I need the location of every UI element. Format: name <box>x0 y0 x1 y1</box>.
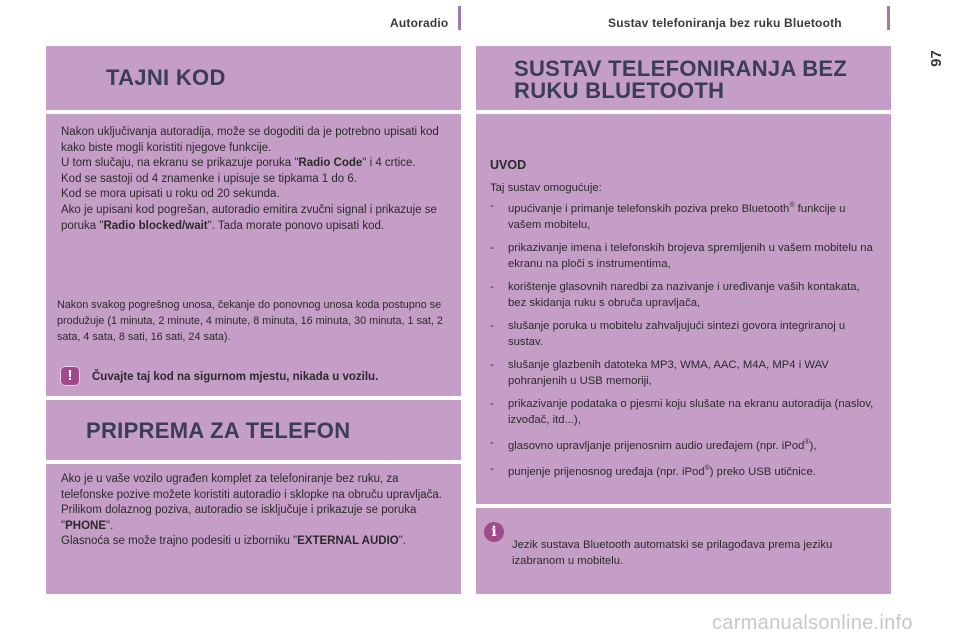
bluetooth-title <box>514 58 847 102</box>
bluetooth-title-box <box>476 46 891 110</box>
dash-marker: - <box>490 319 494 332</box>
tajni-kod-line-d: Kod se mora upisati u roku od 20 sekunda. <box>61 188 280 201</box>
bluetooth-intro: Taj sustav omogućuje: <box>490 182 602 194</box>
tajni-kod-line-e: Ako je upisani kod pogrešan, autoradio emitira zvučni signal i prikazuje se poruka "Radio blocked/wait". Tada morate ponovo upisati kod. <box>61 203 437 232</box>
page-number: 97 <box>927 49 945 67</box>
tajni-kod-line-c: Kod se sastoji od 4 znamenke i upisuje se tipkama 1 do 6. <box>61 172 357 185</box>
bluetooth-title-line1: SUSTAV TELEFONIRANJA BEZ <box>514 56 848 81</box>
dash-marker: - <box>490 280 494 293</box>
priprema-line-c: Glasnoća se može trajno podesiti u izborniku "EXTERNAL AUDIO". <box>61 535 406 548</box>
header-divider-right <box>887 6 890 30</box>
info-icon: i <box>484 522 504 542</box>
priprema-line-b: Prilikom dolaznog poziva, autoradio se isključuje i prikazuje se poruka "PHONE". <box>61 504 417 532</box>
bluetooth-subtitle: UVOD <box>490 158 527 172</box>
tajni-kod-wait-note: Nakon svakog pogrešnog unosa, čekanje do ponovnog unosa koda postupno se produžuje (1 minuta, 2 minute, 4 minute, 8 minuta, 16 minuta, 30 minuta, 1 sat, 2 sata, 4 sata, 8 sati, 16 sati, 24 sata). <box>57 299 443 343</box>
priprema-text <box>61 472 446 550</box>
tajni-kod-line-b: U tom slučaju, na ekranu se prikazuje poruka "Radio Code" i 4 crtice. <box>61 157 416 170</box>
dash-marker: - <box>490 241 494 254</box>
priprema-content-box <box>46 464 461 594</box>
dash-marker: - <box>490 436 494 449</box>
header-divider-left <box>458 6 461 30</box>
bluetooth-feature-item: - punjenje prijenosnog uređaja (npr. iPod®) preko USB utičnice. <box>490 462 816 478</box>
tajni-kod-content-box <box>46 114 461 396</box>
bluetooth-feature-item: - slušanje glazbenih datoteka MP3, WMA, AAC, M4A, MP4 i WAV pohranjenih u USB memoriji, <box>490 358 829 387</box>
tajni-kod-title: TAJNI KOD <box>106 65 226 90</box>
header-section-left: Autoradio <box>390 16 449 30</box>
dash-marker: - <box>490 358 494 371</box>
tajni-kod-title-box <box>46 46 461 110</box>
bluetooth-feature-item: - prikazivanje imena i telefonskih brojeva spremljenih u vašem mobitelu na ekranu na ploči s instrumentima, <box>490 241 873 270</box>
tajni-kod-text <box>61 125 451 234</box>
bluetooth-info-text: Jezik sustava Bluetooth automatski se prilagođava prema jeziku izabranom u mobitelu. <box>512 539 833 567</box>
bluetooth-info-box <box>476 508 891 594</box>
bluetooth-feature-item: - glasovno upravljanje prijenosnim audio uređajem (npr. iPod®), <box>490 436 817 452</box>
dash-marker: - <box>490 462 494 475</box>
bluetooth-feature-item: - prikazivanje podataka o pjesmi koju slušate na ekranu autoradija (naslov, izvođač, itd...), <box>490 397 874 426</box>
watermark: carmanualsonline.info <box>712 612 913 634</box>
bluetooth-content-box <box>476 114 891 504</box>
dash-marker: - <box>490 200 494 212</box>
bluetooth-feature-item: - korištenje glasovnih naredbi za nazivanje i uređivanje vaših kontakata, bez skidanja ruku s obruča upravljača, <box>490 280 860 309</box>
tajni-kod-warning: Čuvajte taj kod na sigurnom mjestu, nikada u vozilu. <box>92 371 379 383</box>
exclamation-icon: ! <box>60 366 80 386</box>
header-section-right: Sustav telefoniranja bez ruku Bluetooth <box>608 16 842 30</box>
bluetooth-feature-item: - upućivanje i primanje telefonskih poziva preko Bluetooth® funkcije u vašem mobitelu, <box>490 200 846 231</box>
priprema-title-box <box>46 400 461 460</box>
priprema-line-a: Ako je u vaše vozilo ugrađen komplet za telefoniranje bez ruku, za telefonske pozive možete koristiti autoradio i sklopke na obruču upravljača. <box>61 473 442 501</box>
priprema-title: PRIPREMA ZA TELEFON <box>86 418 351 443</box>
bluetooth-feature-item: - slušanje poruka u mobitelu zahvaljujući sintezi govora integriranoj u sustav. <box>490 319 846 348</box>
tajni-kod-line-a: Nakon uključivanja autoradija, može se dogoditi da je potrebno upisati kod kako biste mogli koristiti njegove funkcije. <box>61 126 439 154</box>
bluetooth-feature-list <box>490 198 880 486</box>
dash-marker: - <box>490 397 494 410</box>
bluetooth-title-line2: RUKU BLUETOOTH <box>514 78 725 103</box>
